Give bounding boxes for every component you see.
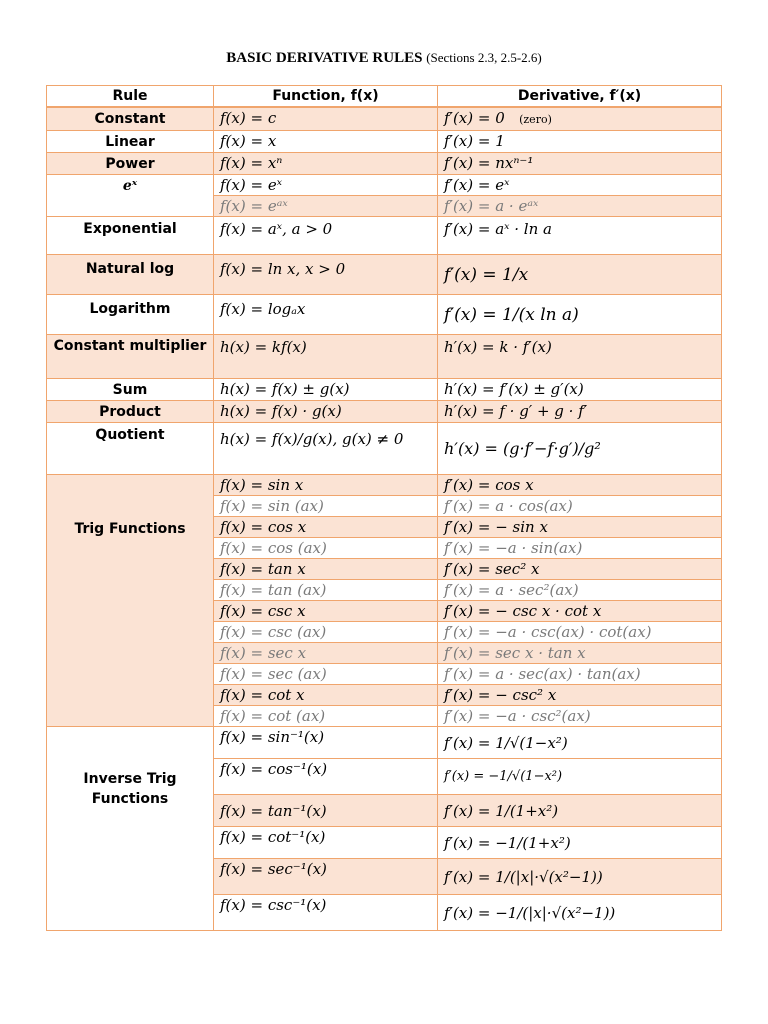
rule-name: Constant multiplier xyxy=(47,335,214,379)
function-cell: f(x) = aˣ, a > 0 xyxy=(214,217,438,255)
rule-name: Quotient xyxy=(47,423,214,475)
function-cell: f(x) = eˣ xyxy=(214,175,438,196)
header-derivative: Derivative, f′(x) xyxy=(438,86,722,108)
rule-name: Power xyxy=(47,153,214,175)
derivative-cell: f′(x) = a · sec²(ax) xyxy=(438,580,722,601)
derivative-cell: f′(x) = − sin x xyxy=(438,517,722,538)
function-cell: f(x) = tan⁻¹(x) xyxy=(214,795,438,827)
derivative-cell: f′(x) = − csc² x xyxy=(438,685,722,706)
derivative-cell: h′(x) = k · f′(x) xyxy=(438,335,722,379)
derivative-cell: f′(x) = −1/(|x|·√(x²−1)) xyxy=(438,895,722,931)
derivative-cell: f′(x) = 1/(|x|·√(x²−1)) xyxy=(438,859,722,895)
function-cell: f(x) = tan x xyxy=(214,559,438,580)
table-row xyxy=(47,131,722,153)
derivative-cell: h′(x) = f · g′ + g · f′ xyxy=(438,401,722,423)
rule-name: eˣ xyxy=(47,175,214,217)
derivative-cell: f′(x) = a · eᵃˣ xyxy=(438,196,722,217)
derivative-cell: f′(x) = 1/(x ln a) xyxy=(438,295,722,335)
derivative-cell: h′(x) = (g·f′−f·g′)/g² xyxy=(438,423,722,475)
header-rule: Rule xyxy=(47,86,214,108)
header-function: Function, f(x) xyxy=(214,86,438,108)
function-cell: h(x) = f(x)/g(x), g(x) ≠ 0 xyxy=(214,423,438,475)
table-row xyxy=(47,295,722,335)
function-cell: f(x) = csc (ax) xyxy=(214,622,438,643)
rule-name: Inverse Trig Functions xyxy=(47,727,214,931)
function-cell: f(x) = sin⁻¹(x) xyxy=(214,727,438,759)
title-main: BASIC DERIVATIVE RULES xyxy=(226,50,423,66)
function-cell: f(x) = sec⁻¹(x) xyxy=(214,859,438,895)
rule-name: Exponential xyxy=(47,217,214,255)
table-row xyxy=(47,727,722,759)
derivative-cell: f′(x) = 1/√(1−x²) xyxy=(438,727,722,759)
function-cell: f(x) = csc x xyxy=(214,601,438,622)
derivative-cell: f′(x) = − csc x · cot x xyxy=(438,601,722,622)
function-cell: f(x) = cot x xyxy=(214,685,438,706)
derivative-cell: f′(x) = 1 xyxy=(438,131,722,153)
function-cell: f(x) = xⁿ xyxy=(214,153,438,175)
derivative-cell: f′(x) = sec² x xyxy=(438,559,722,580)
derivative-cell: f′(x) = −1/(1+x²) xyxy=(438,827,722,859)
function-cell: h(x) = f(x) ± g(x) xyxy=(214,379,438,401)
derivative-rules-table xyxy=(46,85,722,931)
function-cell: f(x) = cot⁻¹(x) xyxy=(214,827,438,859)
function-cell: f(x) = cos⁻¹(x) xyxy=(214,759,438,795)
derivative-cell: f′(x) = sec x · tan x xyxy=(438,643,722,664)
derivative-cell: f′(x) = 1/(1+x²) xyxy=(438,795,722,827)
derivative-cell: f′(x) = eˣ xyxy=(438,175,722,196)
derivative-cell: f′(x) = aˣ · ln a xyxy=(438,217,722,255)
table-row xyxy=(47,217,722,255)
derivative-cell: h′(x) = f′(x) ± g′(x) xyxy=(438,379,722,401)
derivative-text: f′(x) = 0 xyxy=(444,109,505,127)
rule-name: Product xyxy=(47,401,214,423)
function-cell: f(x) = tan (ax) xyxy=(214,580,438,601)
derivative-cell: f′(x) = −a · sin(ax) xyxy=(438,538,722,559)
function-cell: f(x) = cos (ax) xyxy=(214,538,438,559)
table-row xyxy=(47,153,722,175)
derivative-cell: f′(x) = cos x xyxy=(438,475,722,496)
function-cell: f(x) = cot (ax) xyxy=(214,706,438,727)
function-cell: f(x) = c xyxy=(214,107,438,131)
function-cell: h(x) = kf(x) xyxy=(214,335,438,379)
rule-name: Linear xyxy=(47,131,214,153)
derivative-cell: f′(x) = 1/x xyxy=(438,255,722,295)
table-row xyxy=(47,401,722,423)
zero-note: (zero) xyxy=(519,113,552,126)
derivative-cell xyxy=(438,107,722,131)
derivative-cell: f′(x) = −a · csc²(ax) xyxy=(438,706,722,727)
table-row xyxy=(47,107,722,131)
title-sections: (Sections 2.3, 2.5-2.6) xyxy=(426,50,542,65)
function-cell: f(x) = eᵃˣ xyxy=(214,196,438,217)
derivative-cell: f′(x) = a · sec(ax) · tan(ax) xyxy=(438,664,722,685)
function-cell: f(x) = sin x xyxy=(214,475,438,496)
table-header-row xyxy=(47,86,722,108)
page-title xyxy=(0,50,768,67)
rule-name: Trig Functions xyxy=(47,475,214,727)
function-cell: f(x) = cos x xyxy=(214,517,438,538)
function-cell: f(x) = x xyxy=(214,131,438,153)
table-row xyxy=(47,475,722,496)
table-row xyxy=(47,423,722,475)
derivative-cell: f′(x) = −1/√(1−x²) xyxy=(438,759,722,795)
function-cell: f(x) = ln x, x > 0 xyxy=(214,255,438,295)
derivative-cell: f′(x) = a · cos(ax) xyxy=(438,496,722,517)
table-row xyxy=(47,335,722,379)
rule-name: Sum xyxy=(47,379,214,401)
derivative-cell: f′(x) = nxⁿ⁻¹ xyxy=(438,153,722,175)
function-cell: f(x) = csc⁻¹(x) xyxy=(214,895,438,931)
derivative-cell: f′(x) = −a · csc(ax) · cot(ax) xyxy=(438,622,722,643)
function-cell: f(x) = sec x xyxy=(214,643,438,664)
table-row xyxy=(47,255,722,295)
table-row xyxy=(47,175,722,196)
rule-name: Constant xyxy=(47,107,214,131)
function-cell: f(x) = sec (ax) xyxy=(214,664,438,685)
function-cell: f(x) = sin (ax) xyxy=(214,496,438,517)
rule-name: Logarithm xyxy=(47,295,214,335)
function-cell: f(x) = logₐx xyxy=(214,295,438,335)
function-cell: h(x) = f(x) · g(x) xyxy=(214,401,438,423)
table-row xyxy=(47,379,722,401)
rule-name: Natural log xyxy=(47,255,214,295)
